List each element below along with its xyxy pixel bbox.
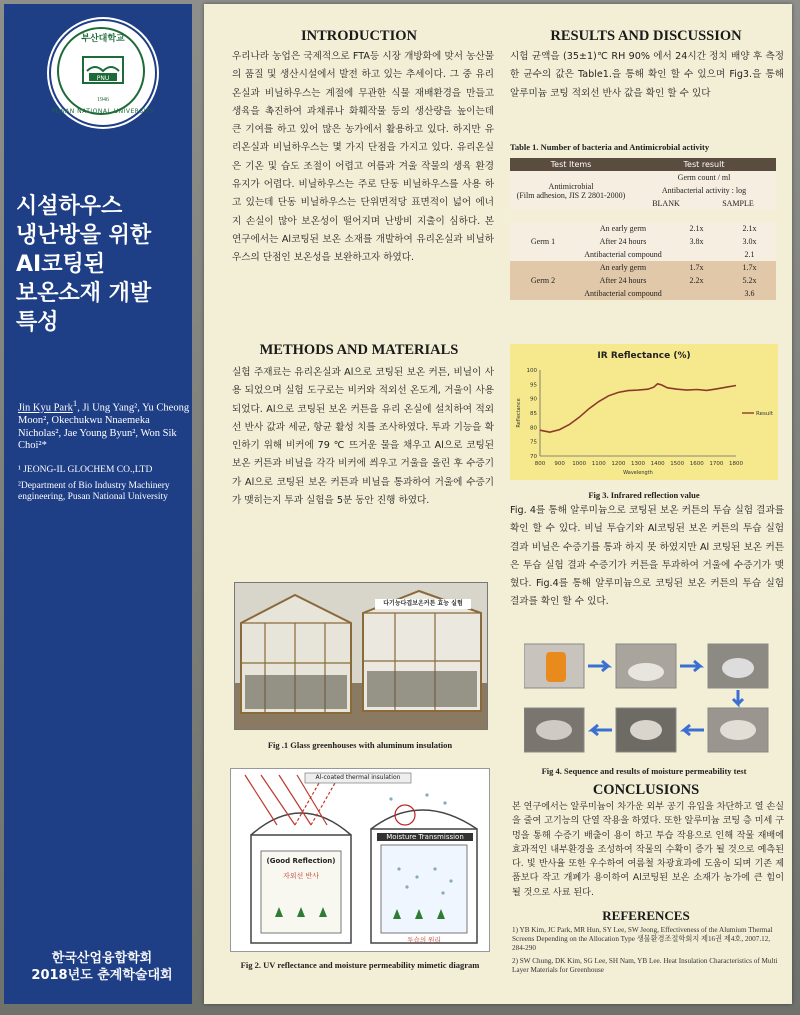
table-header-result: Test result xyxy=(632,158,776,171)
fig2-label-top: Al-coated thermal insulation xyxy=(315,774,401,781)
svg-text:PNU: PNU xyxy=(96,75,110,82)
affiliation-1: ¹ JEONG-IL GLOCHEM CO.,LTD xyxy=(18,465,153,475)
first-author: Jin Kyu Park xyxy=(18,402,73,414)
conclusions-text: 본 연구에서는 알루미늄이 차가운 외부 공기 유입을 차단하고 열 손실을 줄여 고기능의 단열 작용을 하였다. 또한 알루미늄 코팅 층 미세 구멍을 통해 수증기 배출이 용이 하고 투습 작용으로 인해 작물 재배에 효과적인 내부환경을 조성하여 작물의 수확이 증가 될 것으로 예측된다. 빛 반사율 또한 우수하여 여름철 차광효과에 도움이 되며 기존 제품보다 작고 개폐가 용이하여 Al코팅된 보온 소재가 농가에 큰 힘이 될 것으로 사료 된다. xyxy=(512,802,784,898)
sample-header: SAMPLE xyxy=(722,199,754,208)
conclusions-heading: CONCLUSIONS xyxy=(592,782,700,798)
x-tick-label: 1400 xyxy=(650,461,665,467)
conference-line-2: 2018년도 춘계학술대회 xyxy=(31,968,173,983)
x-tick-label: 1000 xyxy=(572,461,587,467)
x-tick-label: 1300 xyxy=(631,461,645,467)
fig3-caption: Fig 3. Infrared reflection value xyxy=(588,490,700,500)
results-text-2: Fig. 4를 통해 알루미늄으로 코팅된 보온 커튼의 투습 실험 결과를 확인 할 수 있다. 비닐 투습기와 Al코팅된 보온 커튼의 투습 실험 결과 비닐은 수증기를 통과 하지 못 하였지만 Al 코팅된 보온 커튼은 투습 실험 결과 수증기가 커튼을 투과하여 거울에 수증기가 맺혔다. Fig.4를 통해 알루미늄으로 코팅된 보온 커튼의 투습 실험 결과를 확인 할 수 있다. xyxy=(510,505,784,608)
fig2-moisture-kr: 투습의 원리 xyxy=(407,936,441,944)
methods-heading: METHODS AND MATERIALS xyxy=(259,342,459,358)
intro-heading: INTRODUCTION xyxy=(300,28,417,44)
x-tick-label: 1500 xyxy=(670,461,685,467)
title-line: 냉난방을 위한 xyxy=(16,223,152,248)
table-cell-sample: 2.1x xyxy=(742,224,757,233)
x-tick-label: 900 xyxy=(554,461,565,467)
y-tick-label: 70 xyxy=(530,454,537,460)
title-line: AI코팅된 xyxy=(16,252,105,277)
table-cell-sample: 5.2x xyxy=(742,276,757,285)
fig1-photo xyxy=(234,582,488,730)
antimicrobial-sub: (Film adhesion, JIS Z 2801-2000) xyxy=(516,190,626,200)
table-cell-sample: 1.7x xyxy=(742,263,757,272)
fig2-moisture-label: Moisture Transmission xyxy=(377,833,473,841)
y-tick-label: 90 xyxy=(530,396,537,403)
logo-english-text: PUSAN NATIONAL UNIVERSITY xyxy=(51,108,155,115)
affiliations xyxy=(18,465,190,508)
results-text: 시험 균액을 (35±1)℃ RH 90% 에서 24시간 정치 배양 후 측정한 균수의 값은 Table1.을 통해 확인 할 수 있으며 Fig3.을 통해 알루미늄 코팅 적외선 반사 값을 확인 할 수 있다 xyxy=(510,51,784,99)
x-tick-label: 1800 xyxy=(729,461,743,467)
conference-line-1: 한국산업융합학회 xyxy=(51,951,153,966)
sidebar-panel xyxy=(4,4,192,1004)
co-authors: , Ji Ung Yang², Yu Cheong Moon², Okechukwu Nnaemeka Nicholas², Jae Young Byun², Won Sik Choi²* xyxy=(18,402,190,451)
fig2-good-reflection: (Good Reflection) xyxy=(266,857,336,865)
x-axis-label: Wavelength xyxy=(623,470,653,476)
affiliation-2: ²Department of Bio Industry Machinery engineering, Pusan National University xyxy=(18,480,170,502)
table-cell-item: Antibacterial compound xyxy=(584,250,662,259)
table-cell-blank xyxy=(670,248,723,261)
blank-header: BLANK xyxy=(652,199,680,208)
germ-table xyxy=(510,222,776,300)
series-line-result xyxy=(540,384,736,432)
table-cell-blank: 2.2x xyxy=(689,276,704,285)
fig2-good-kr: 자외선 반사 xyxy=(282,872,320,880)
chart-title: IR Reflectance (%) xyxy=(597,351,691,361)
germ-2-label: Germ 2 xyxy=(530,276,556,285)
x-tick-label: 1700 xyxy=(709,461,724,467)
y-axis-label: Reflectance xyxy=(516,398,522,428)
fig2-diagram xyxy=(230,768,490,952)
title-line: 특성 xyxy=(16,310,59,335)
table-cell-item: An early germ xyxy=(599,263,647,272)
bacteria-table xyxy=(510,158,776,210)
references-heading: REFERENCES xyxy=(602,908,690,923)
first-author-mark: 1 xyxy=(72,398,78,408)
table-cell-sample: 3.6 xyxy=(744,289,755,298)
fig1-caption: Fig .1 Glass greenhouses with aluminum insulation xyxy=(267,740,453,750)
results-heading: RESULTS AND DISCUSSION xyxy=(550,28,742,44)
germ-1-label: Germ 1 xyxy=(530,237,556,246)
table-cell-blank: 3.8x xyxy=(689,237,704,246)
germ-count-header: Germ count / ml xyxy=(677,173,731,182)
table-cell-item: After 24 hours xyxy=(599,276,647,285)
table-header-items: Test Items xyxy=(510,158,632,171)
x-tick-label: 800 xyxy=(534,461,546,467)
table-cell-item: An early germ xyxy=(599,224,647,233)
legend-label: Result xyxy=(756,411,773,417)
poster-body xyxy=(204,4,792,1004)
university-logo xyxy=(49,19,157,127)
table-cell-item: After 24 hours xyxy=(599,237,647,246)
table-cell-blank xyxy=(670,287,723,300)
table1-caption: Table 1. Number of bacteria and Antimicrobial activity xyxy=(510,142,710,152)
logo-korean-text: 부산대학교 xyxy=(81,34,125,44)
reference-item: 1) YB Kim, JC Park, MR Hun, SY Lee, SW Jeong, Effectiveness of the Alumium Thermal Screens Depending on the Allocation Type 생물환경조절학회지 제16권 제4호, 2007.12, 284-290 xyxy=(512,926,773,952)
x-tick-label: 1200 xyxy=(611,461,626,467)
ir-reflectance-chart xyxy=(510,344,778,480)
table-cell-item: Antibacterial compound xyxy=(584,289,662,298)
moisture-test-sequence-photos xyxy=(524,642,770,756)
logo-emblem-icon xyxy=(79,51,127,91)
y-tick-label: 80 xyxy=(530,425,537,432)
fig4-caption: Fig 4. Sequence and results of moisture permeability test xyxy=(541,766,747,776)
fig2-caption: Fig 2. UV reflectance and moisture permeability mimetic diagram xyxy=(240,960,480,970)
table-cell-blank: 2.1x xyxy=(689,224,704,233)
x-tick-label: 1100 xyxy=(591,461,606,467)
y-tick-label: 95 xyxy=(530,382,537,389)
title-line: 보온소재 개발 xyxy=(16,281,152,306)
reference-item: 2) SW Chung, DK Kim, SG Lee, SH Nam, YB Lee. Heat Insulation Characteristics of Multi Layer Materials for Greenhouse xyxy=(512,957,778,974)
y-tick-label: 85 xyxy=(530,411,537,417)
table-cell-sample: 3.0x xyxy=(742,237,757,246)
table-cell-blank: 1.7x xyxy=(689,263,704,272)
fig1-sign-text: 다기능다겹보온커튼 효능 실험 xyxy=(383,600,463,607)
logo-year: 1946 xyxy=(97,97,109,103)
fig4-sequence xyxy=(524,642,770,756)
poster-title xyxy=(16,192,192,337)
methods-text: 실험 주재료는 유리온실과 Al으로 코팅된 보온 커튼, 비닐이 사용 되었으며 실험 도구로는 비커와 적외선 온도계, 거울이 사용 되었다. Al으로 코팅된 보온 커튼을 유리 온실에 설치하여 적외선 반사 값과 세균, 항균 활성 치를 조사하였다. 투과 기능을 확인하기 위해 비커에 79 ℃ 뜨거운 물을 채우고 Al으로 코팅된 보온 커튼과 비닐을 각각 비커에 씌우고 거울을 올린 후 수증기가 Al으로 코팅된 보온 커튼과 비닐을 통과하여 거울에 수증기가 맺히는지 투과 실험을 5분 동안 진행 하였다. xyxy=(232,367,494,507)
activity-header: Antibacterial activity : log xyxy=(661,186,747,195)
antimicrobial-label xyxy=(510,171,632,210)
ir-chart-panel xyxy=(510,344,778,480)
intro-text: 우리나라 농업은 국제적으로 FTA등 시장 개방화에 맞서 농산물의 품질 및 생산시설에서 발전 하고 있는 추세이다. 그 중 유리 온실과 비닐하우스는 계절에 무관한 식물 재배환경을 만들고 생육을 촉진하여 과채류나 화훼작물 등의 생산량을 높이는데 큰 기여를 하고 있어 많은 농가에서 활용하고 있다. 하지만 유리온실과 비닐하우스는 몇 가지 단점을 가지고 있다. 유리온실은 기온 및 습도 조절이 어렵고 여름과 겨울 작물의 생육 환경 유지가 어렵다. 비닐하우스는 주로 단동 비닐하우스를 사용 하고 있는데 단동 비닐하우스는 단위면적당 표면적이 넓어 에너지 손실이 많아 보온성이 떨어지며 난방비 지출이 심하다. 본 연구에서는 Al코팅된 보온 소재를 개발하여 유리온실과 비닐하우스의 단점인 보온성을 보완하고자 하였다. xyxy=(232,51,494,264)
table-cell-sample: 2.1 xyxy=(744,250,755,259)
author-list xyxy=(18,397,190,453)
y-tick-label: 100 xyxy=(526,368,537,374)
x-tick-label: 1600 xyxy=(689,461,704,467)
conference-name xyxy=(14,950,190,984)
title-line: 시설하우스 xyxy=(16,194,123,219)
antimicrobial-title: Antimicrobial xyxy=(548,181,594,191)
y-tick-label: 75 xyxy=(530,439,537,446)
